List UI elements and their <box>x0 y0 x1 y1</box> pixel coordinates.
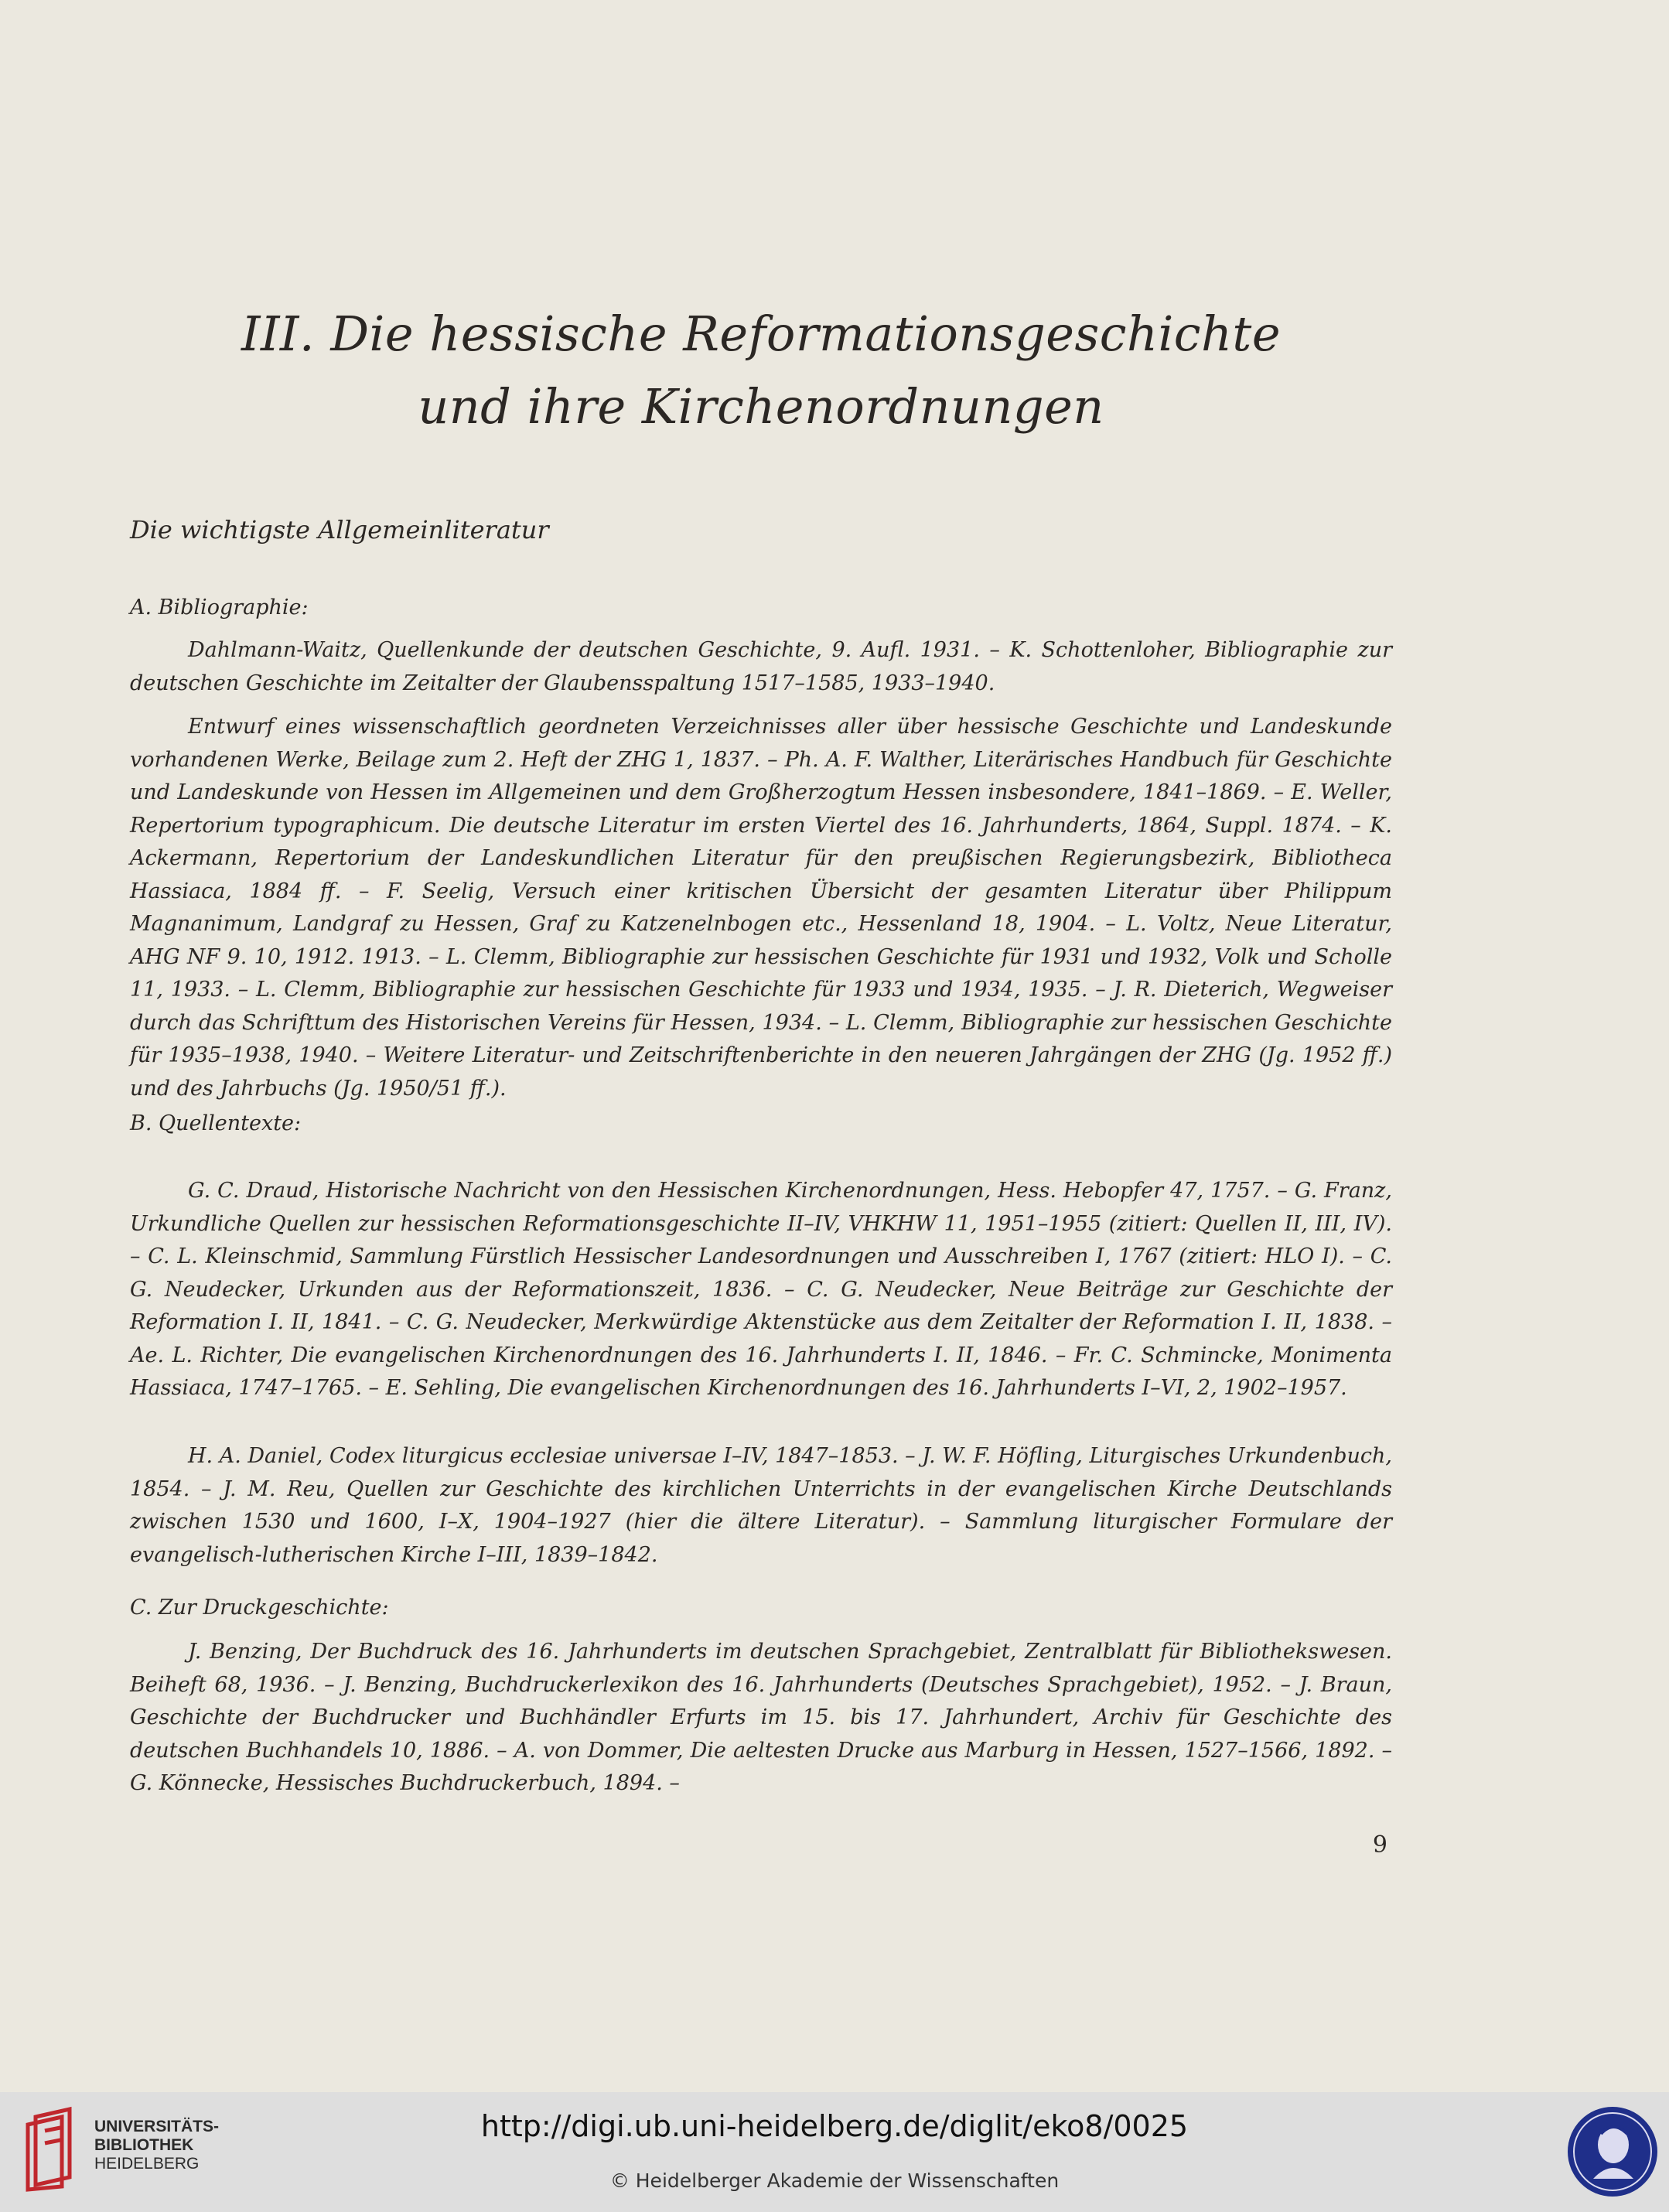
chapter-title-line-2: und ihre Kirchenordnungen <box>418 378 1104 435</box>
academy-seal-icon <box>1565 2104 1660 2199</box>
paragraph-a-1: Dahlmann-Waitz, Quellenkunde der deutschen Geschichte, 9. Aufl. 1931. – K. Schottenloher, Bibliographie zur deutschen Geschichte im Zeitalter der Glaubensspaltung 1517–1585, 1933–1940. <box>130 638 1392 695</box>
section-heading: Die wichtigste Allgemeinliteratur <box>130 515 549 544</box>
chapter-title <box>130 298 1392 443</box>
institution-line-2: BIBLIOTHEK <box>94 2136 194 2154</box>
chapter-title-line-1: III. Die hessische Reformationsgeschichte <box>241 306 1282 362</box>
paragraph-b-1: G. C. Draud, Historische Nachricht von den Hessischen Kirchenordnungen, Hess. Hebopfer 47, 1757. – G. Franz, Urkundliche Quellen zur hessischen Reformationsgeschichte II–IV, VHKHW 11, 1951–1955 (zitiert: Quellen II, III, IV). – C. L. Kleinschmid, Sammlung Fürstlich Hessischer Landesordnungen und Ausschreiben I, 1767 (zitiert: HLO I). – C. G. Neudecker, Urkunden aus der Reformationszeit, 1836. – C. G. Neudecker, Neue Beiträge zur Geschichte der Reformation I. II, 1841. – C. G. Neudecker, Merkwürdige Aktenstücke aus dem Zeitalter der Reformation I. II, 1838. – Ae. L. Richter, Die evangelischen Kirchenordnungen des 16. Jahrhunderts I. II, 1846. – Fr. C. Schmincke, Monimenta Hassiaca, 1747–1765. – E. Sehling, Die evangelischen Kirchenordnungen des 16. Jahrhunderts I–VI, 2, 1902–1957. <box>130 1179 1392 1400</box>
subsection-label-c: C. Zur Druckgeschichte: <box>130 1596 389 1620</box>
page-number: 9 <box>1372 1831 1387 1859</box>
copyright-notice: © Heidelberger Akademie der Wissenschaften <box>609 2169 1060 2192</box>
paragraph-a-2: Entwurf eines wissenschaftlich geordneten Verzeichnisses aller über hessische Geschichte und Landeskunde vorhandenen Werke, Beilage zum 2. Heft der ZHG 1, 1837. – Ph. A. F. Walther, Literärisches Handbuch für Geschichte und Landeskunde von Hessen im Allgemeinen und dem Großherzogtum Hessen insbesondere, 1841–1869. – E. Weller, Repertorium typographicum. Die deutsche Literatur im ersten Viertel des 16. Jahrhunderts, 1864, Suppl. 1874. – K. Ackermann, Repertorium der Landeskundlichen Literatur für den preußischen Regierungsbezirk, Bibliotheca Hassiaca, 1884 ff. – F. Seelig, Versuch einer kritischen Übersicht der gesamten Literatur über Philippum Magnanimum, Landgraf zu Hessen, Graf zu Katzenelnbogen etc., Hessenland 18, 1904. – L. Voltz, Neue Literatur, AHG NF 9. 10, 1912. 1913. – L. Clemm, Bibliographie zur hessischen Geschichte für 1931 und 1932, Volk und Scholle 11, 1933. – L. Clemm, Bibliographie zur hessischen Geschichte für 1933 und 1934, 1935. – J. R. Dieterich, Wegweiser durch das Schrifttum des Historischen Vereins für Hessen, 1934. – L. Clemm, Bibliographie zur hessischen Geschichte für 1935–1938, 1940. – Weitere Literatur- und Zeitschriftenberichte in den neueren Jahrgängen der ZHG (Jg. 1952 ff.) und des Jahrbuchs (Jg. 1950/51 ff.). <box>130 715 1392 1101</box>
paragraph-b-2: H. A. Daniel, Codex liturgicus ecclesiae universae I–IV, 1847–1853. – J. W. F. Höfling, Liturgisches Urkundenbuch, 1854. – J. M. Reu, Quellen zur Geschichte des kirchlichen Unterrichts in der evangelischen Kirche Deutschlands zwischen 1530 und 1600, I–X, 1904–1927 (hier die ältere Literatur). – Sammlung liturgischer Formulare der evangelisch-lutherischen Kirche I–III, 1839–1842. <box>130 1444 1392 1567</box>
subsection-label-a: A. Bibliographie: <box>130 596 309 620</box>
footer-bar <box>0 2092 1669 2212</box>
paragraph-c-1: J. Benzing, Der Buchdruck des 16. Jahrhunderts im deutschen Sprachgebiet, Zentralblatt für Bibliothekswesen. Beiheft 68, 1936. – J. Benzing, Buchdruckerlexikon des 16. Jahrhunderts (Deutsches Sprachgebiet), 1952. – J. Braun, Geschichte der Buchdrucker und Buchhändler Erfurts im 15. bis 17. Jahrhundert, Archiv für Geschichte des deutschen Buchhandels 10, 1886. – A. von Dommer, Die aeltesten Drucke aus Marburg in Hessen, 1527–1566, 1892. – G. Könnecke, Hessisches Buchdruckerbuch, 1894. – <box>130 1640 1392 1795</box>
subsection-label-b: B. Quellentexte: <box>130 1111 302 1135</box>
permalink-url[interactable]: http://digi.ub.uni-heidelberg.de/diglit/eko8/0025 <box>480 2109 1189 2143</box>
institution-line-1: UNIVERSITÄTS- <box>94 2118 220 2135</box>
institution-line-3: HEIDELBERG <box>94 2155 200 2173</box>
